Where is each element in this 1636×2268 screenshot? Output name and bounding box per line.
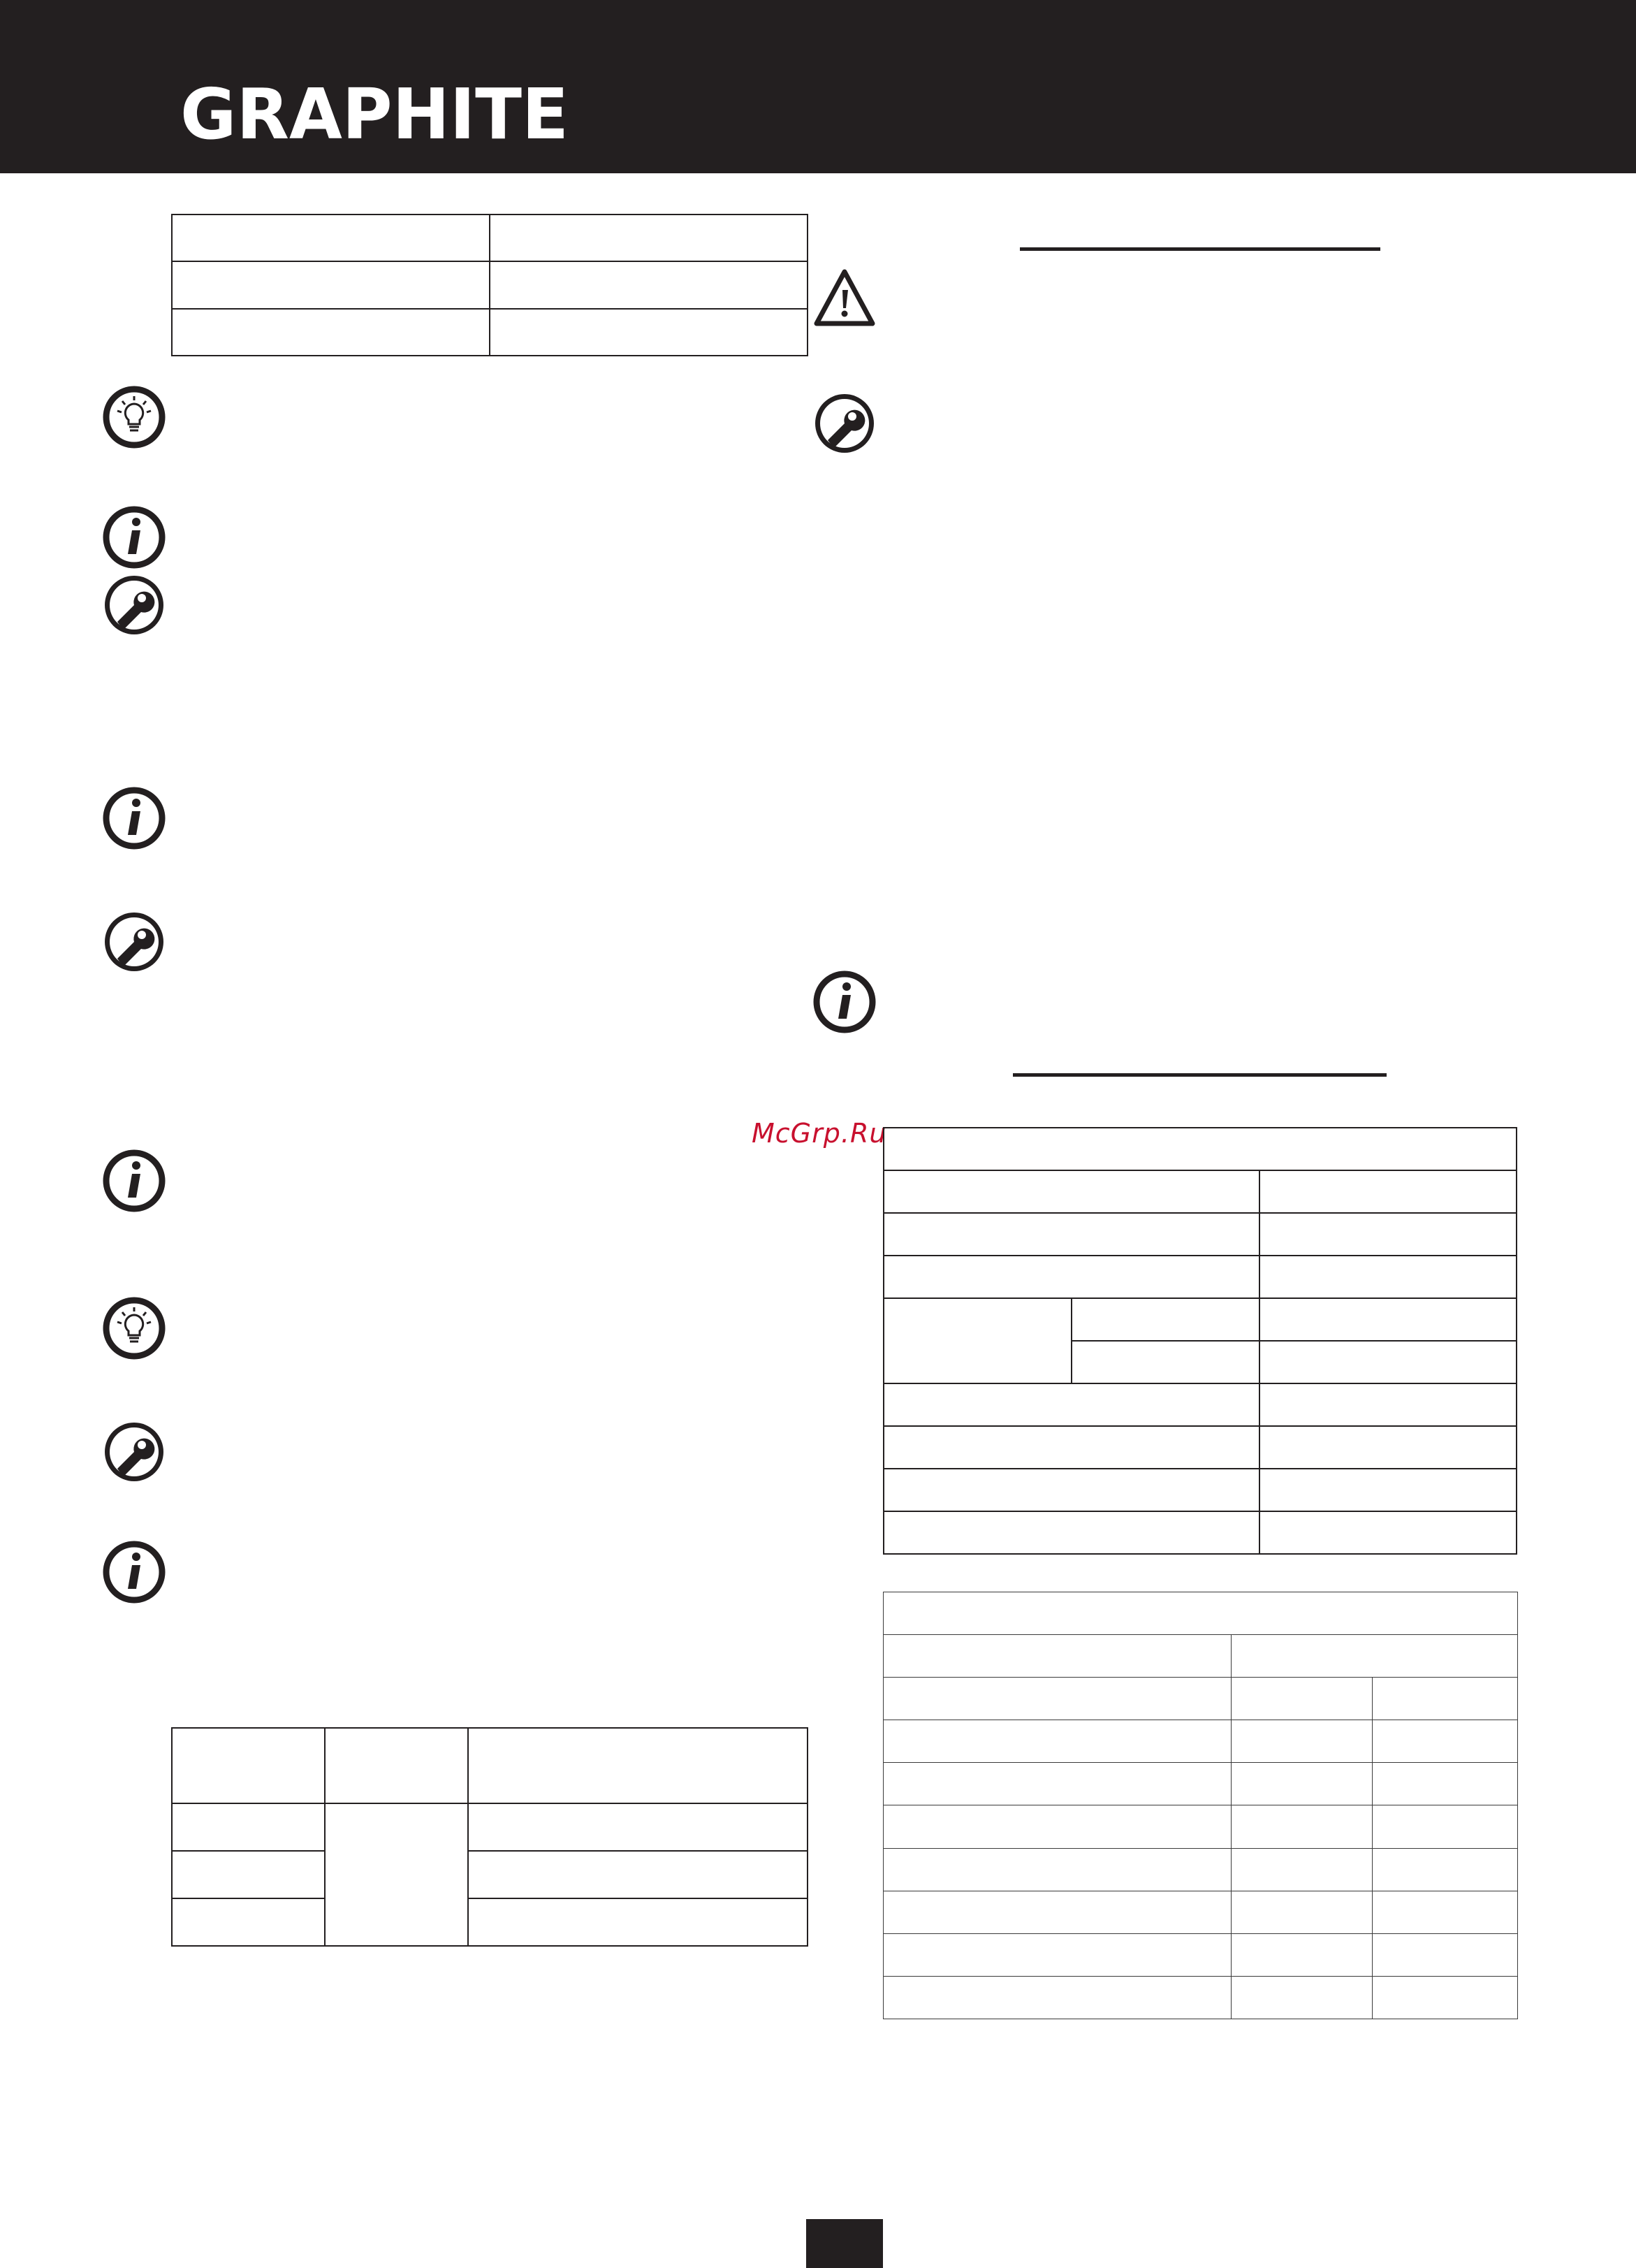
info-icon <box>102 505 166 569</box>
table-cell <box>1259 1256 1517 1298</box>
table-cell <box>884 1383 1259 1426</box>
spec-table <box>883 1127 1517 1555</box>
wrench-icon <box>102 910 166 974</box>
table-cell <box>884 1720 1232 1763</box>
table-cell <box>172 215 490 261</box>
table-cell <box>1072 1298 1259 1341</box>
table-cell <box>1232 1805 1373 1848</box>
table-cell <box>884 1426 1259 1469</box>
wrench-icon <box>812 391 877 456</box>
table-cell <box>1232 1848 1373 1891</box>
table-cell <box>1259 1298 1517 1341</box>
table-cell <box>884 1469 1259 1511</box>
page-number-box <box>806 2219 883 2268</box>
table-cell <box>1232 1976 1373 2019</box>
wrench-icon <box>102 573 166 637</box>
table-cell <box>884 1298 1072 1383</box>
table-cell <box>325 1728 468 1803</box>
table-cell <box>172 1898 325 1946</box>
info-icon <box>102 786 166 850</box>
header-bar <box>0 0 1636 173</box>
table-cell <box>884 1592 1518 1635</box>
section-rule <box>1020 247 1380 251</box>
info-icon <box>102 1540 166 1604</box>
table-cell <box>1259 1213 1517 1256</box>
table-cell <box>884 1256 1259 1298</box>
table-cell <box>490 261 808 308</box>
table-cell <box>172 1728 325 1803</box>
table-cell <box>172 261 490 308</box>
table-cell <box>172 1851 325 1898</box>
table-cell <box>490 309 808 356</box>
table-cell <box>490 215 808 261</box>
table-cell <box>1373 1720 1518 1763</box>
table-cell <box>1232 1891 1373 1933</box>
warning-icon <box>812 266 877 330</box>
table-cell <box>884 1763 1232 1805</box>
table-cell <box>884 1213 1259 1256</box>
table-cell <box>1259 1469 1517 1511</box>
lightbulb-icon <box>102 1296 166 1360</box>
table-cell <box>884 1848 1232 1891</box>
table-cell <box>1373 1805 1518 1848</box>
table-cell <box>1373 1763 1518 1805</box>
table-cell <box>884 1511 1259 1554</box>
watermark: McGrp.Ru <box>752 1118 887 1149</box>
table-cell <box>1373 1848 1518 1891</box>
table-cell <box>172 309 490 356</box>
top-left-table <box>171 214 808 356</box>
table-cell <box>1232 1933 1373 1976</box>
table-cell <box>884 1128 1517 1170</box>
table-cell <box>1232 1678 1373 1720</box>
table-cell <box>1232 1635 1518 1678</box>
table-cell <box>884 1976 1232 2019</box>
table-cell <box>1232 1720 1373 1763</box>
table-cell <box>172 1803 325 1851</box>
table-cell <box>1259 1170 1517 1213</box>
table-cell <box>884 1933 1232 1976</box>
table-cell <box>1259 1426 1517 1469</box>
table-cell <box>468 1898 808 1946</box>
table-cell <box>325 1803 468 1946</box>
table-cell <box>1373 1891 1518 1933</box>
svg-text:GRAPHITE: GRAPHITE <box>180 81 569 144</box>
table-cell <box>884 1805 1232 1848</box>
noise-vibration-table <box>883 1592 1518 2019</box>
table-cell <box>1232 1763 1373 1805</box>
table-cell <box>884 1678 1232 1720</box>
table-cell <box>1259 1341 1517 1383</box>
table-cell <box>468 1851 808 1898</box>
wrench-icon <box>102 1420 166 1484</box>
info-icon <box>102 1149 166 1213</box>
table-cell <box>1072 1341 1259 1383</box>
table-cell <box>1373 1678 1518 1720</box>
section-rule <box>1013 1073 1387 1077</box>
table-cell <box>1259 1383 1517 1426</box>
table-cell <box>884 1891 1232 1933</box>
table-cell <box>468 1803 808 1851</box>
info-icon <box>812 970 877 1034</box>
lightbulb-icon <box>102 385 166 449</box>
table-cell <box>1259 1511 1517 1554</box>
table-cell <box>884 1170 1259 1213</box>
table-cell <box>1373 1933 1518 1976</box>
table-cell <box>1373 1976 1518 2019</box>
brand-logo <box>180 81 571 144</box>
table-cell <box>884 1635 1232 1678</box>
table-cell <box>468 1728 808 1803</box>
bottom-left-table <box>171 1727 808 1947</box>
